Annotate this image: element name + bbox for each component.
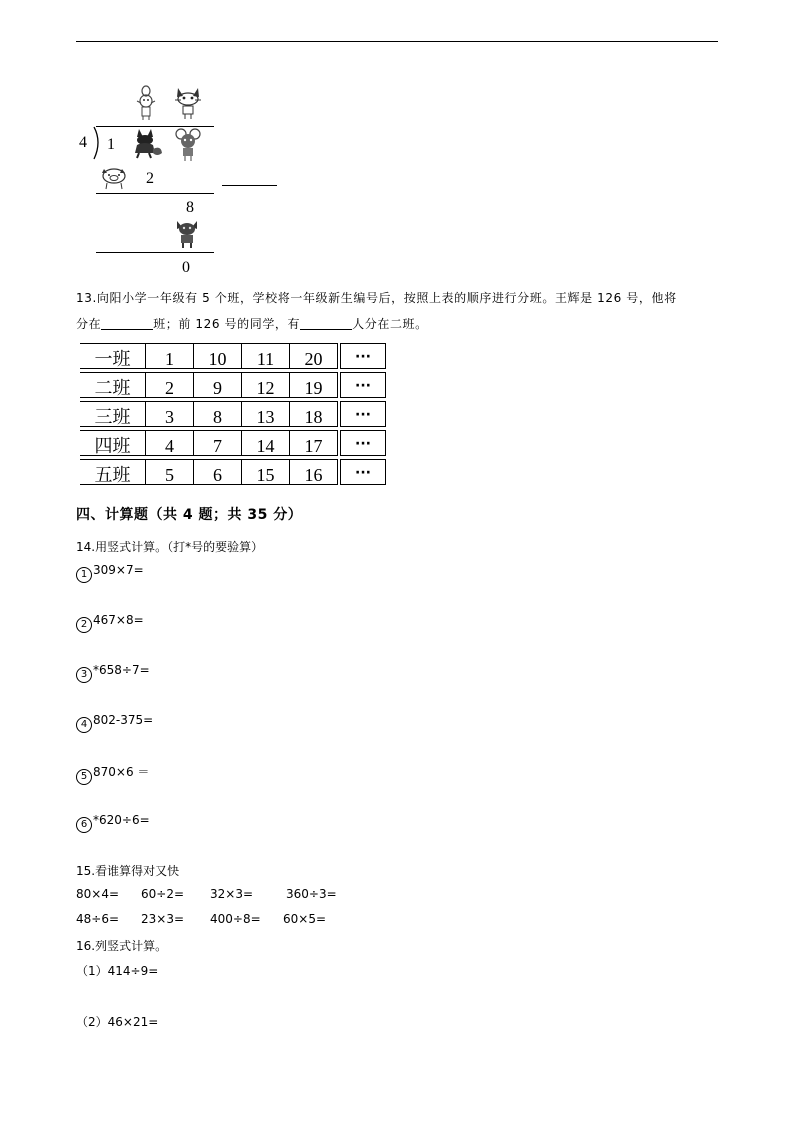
table-cell: 12: [242, 372, 290, 398]
class-name-cell: 一班: [80, 343, 146, 369]
circled-number: 1: [76, 567, 92, 583]
rabbit-icon: [133, 85, 159, 121]
q14-item: [76, 663, 150, 683]
oral-expression: 60÷2=: [141, 887, 185, 901]
ellipsis-cell: ···: [340, 401, 386, 427]
divisor: 4: [79, 134, 87, 151]
q16-item-2: （2）46×21=: [76, 1015, 159, 1029]
circled-number: 6: [76, 817, 92, 833]
q13-text-a: 分在: [76, 317, 102, 331]
answer-blank[interactable]: [222, 185, 277, 186]
expression: 870×6 ＝: [93, 765, 150, 779]
header-rule: [76, 41, 718, 42]
oral-expression: 400÷8=: [210, 912, 261, 926]
table-cell: 14: [242, 430, 290, 456]
mouse-icon: [174, 128, 202, 162]
q14-item: [76, 813, 150, 833]
table-cell: 17: [290, 430, 338, 456]
table-cell: 20: [290, 343, 338, 369]
class-answer-blank[interactable]: [101, 317, 153, 330]
q13-text-c: 人分在二班。: [352, 317, 428, 331]
circled-number: 3: [76, 667, 92, 683]
class-name-cell: 五班: [80, 459, 146, 485]
section-title: 四、计算题（共 4 题；共 35 分）: [76, 507, 303, 523]
dividend-first-digit: 1: [107, 136, 115, 153]
expression: 802-375=: [93, 713, 154, 727]
remainder-digit: 8: [186, 199, 194, 216]
circled-number: 4: [76, 717, 92, 733]
table-cell: 4: [146, 430, 194, 456]
circled-number: 5: [76, 769, 92, 785]
table-cell: 8: [194, 401, 242, 427]
oral-expression: 80×4=: [76, 887, 120, 901]
table-cell: 6: [194, 459, 242, 485]
expression: *620÷6=: [93, 813, 150, 827]
table-cell: 1: [146, 343, 194, 369]
table-cell: 3: [146, 401, 194, 427]
class-name-cell: 三班: [80, 401, 146, 427]
q13-line2: [76, 315, 428, 332]
table-cell: 18: [290, 401, 338, 427]
oral-expression: 360÷3=: [286, 887, 337, 901]
pig-icon: [98, 165, 130, 191]
expression: 309×7=: [93, 563, 144, 577]
final-remainder: 0: [182, 259, 190, 276]
oral-expression: 23×3=: [141, 912, 185, 926]
expression: *658÷7=: [93, 663, 150, 677]
q14-item: [76, 613, 144, 633]
ellipsis-cell: ···: [340, 430, 386, 456]
table-cell: 16: [290, 459, 338, 485]
table-cell: 9: [194, 372, 242, 398]
ellipsis-cell: ···: [340, 343, 386, 369]
ellipsis-cell: ···: [340, 459, 386, 485]
subtraction-line-2: [96, 252, 214, 253]
ellipsis-cell: ···: [340, 372, 386, 398]
q15-title: 15.看谁算得对又快: [76, 864, 180, 878]
count-answer-blank[interactable]: [300, 317, 352, 330]
class-name-cell: 二班: [80, 372, 146, 398]
first-product-digit: 2: [146, 170, 154, 187]
table-cell: 2: [146, 372, 194, 398]
oral-expression: 48÷6=: [76, 912, 120, 926]
table-cell: 13: [242, 401, 290, 427]
class-name-cell: 四班: [80, 430, 146, 456]
q14-item: [76, 763, 149, 785]
table-cell: 11: [242, 343, 290, 369]
q16-item-1: （1）414÷9=: [76, 964, 159, 978]
q16-title: 16.列竖式计算。: [76, 939, 168, 953]
circled-number: 2: [76, 617, 92, 633]
table-cell: 10: [194, 343, 242, 369]
fox-icon: [131, 127, 163, 159]
q13-text-b: 班；前 126 号的同学，有: [153, 317, 301, 331]
oral-expression: 32×3=: [210, 887, 254, 901]
expression: 467×8=: [93, 613, 144, 627]
q13-line1: 13.向阳小学一年级有 5 个班，学校将一年级新生编号后，按照上表的顺序进行分班。王辉是 126 号，他将: [76, 291, 677, 305]
q14-item: [76, 713, 153, 733]
table-cell: 5: [146, 459, 194, 485]
table-cell: 19: [290, 372, 338, 398]
table-cell: 7: [194, 430, 242, 456]
dog-icon: [174, 219, 200, 249]
q14-item: [76, 563, 144, 583]
division-bracket: [92, 126, 104, 160]
q14-title: 14.用竖式计算。（打*号的要验算）: [76, 540, 264, 554]
oral-expression: 60×5=: [283, 912, 327, 926]
table-cell: 15: [242, 459, 290, 485]
subtraction-line-1: [96, 193, 214, 194]
cat-icon: [174, 86, 202, 120]
